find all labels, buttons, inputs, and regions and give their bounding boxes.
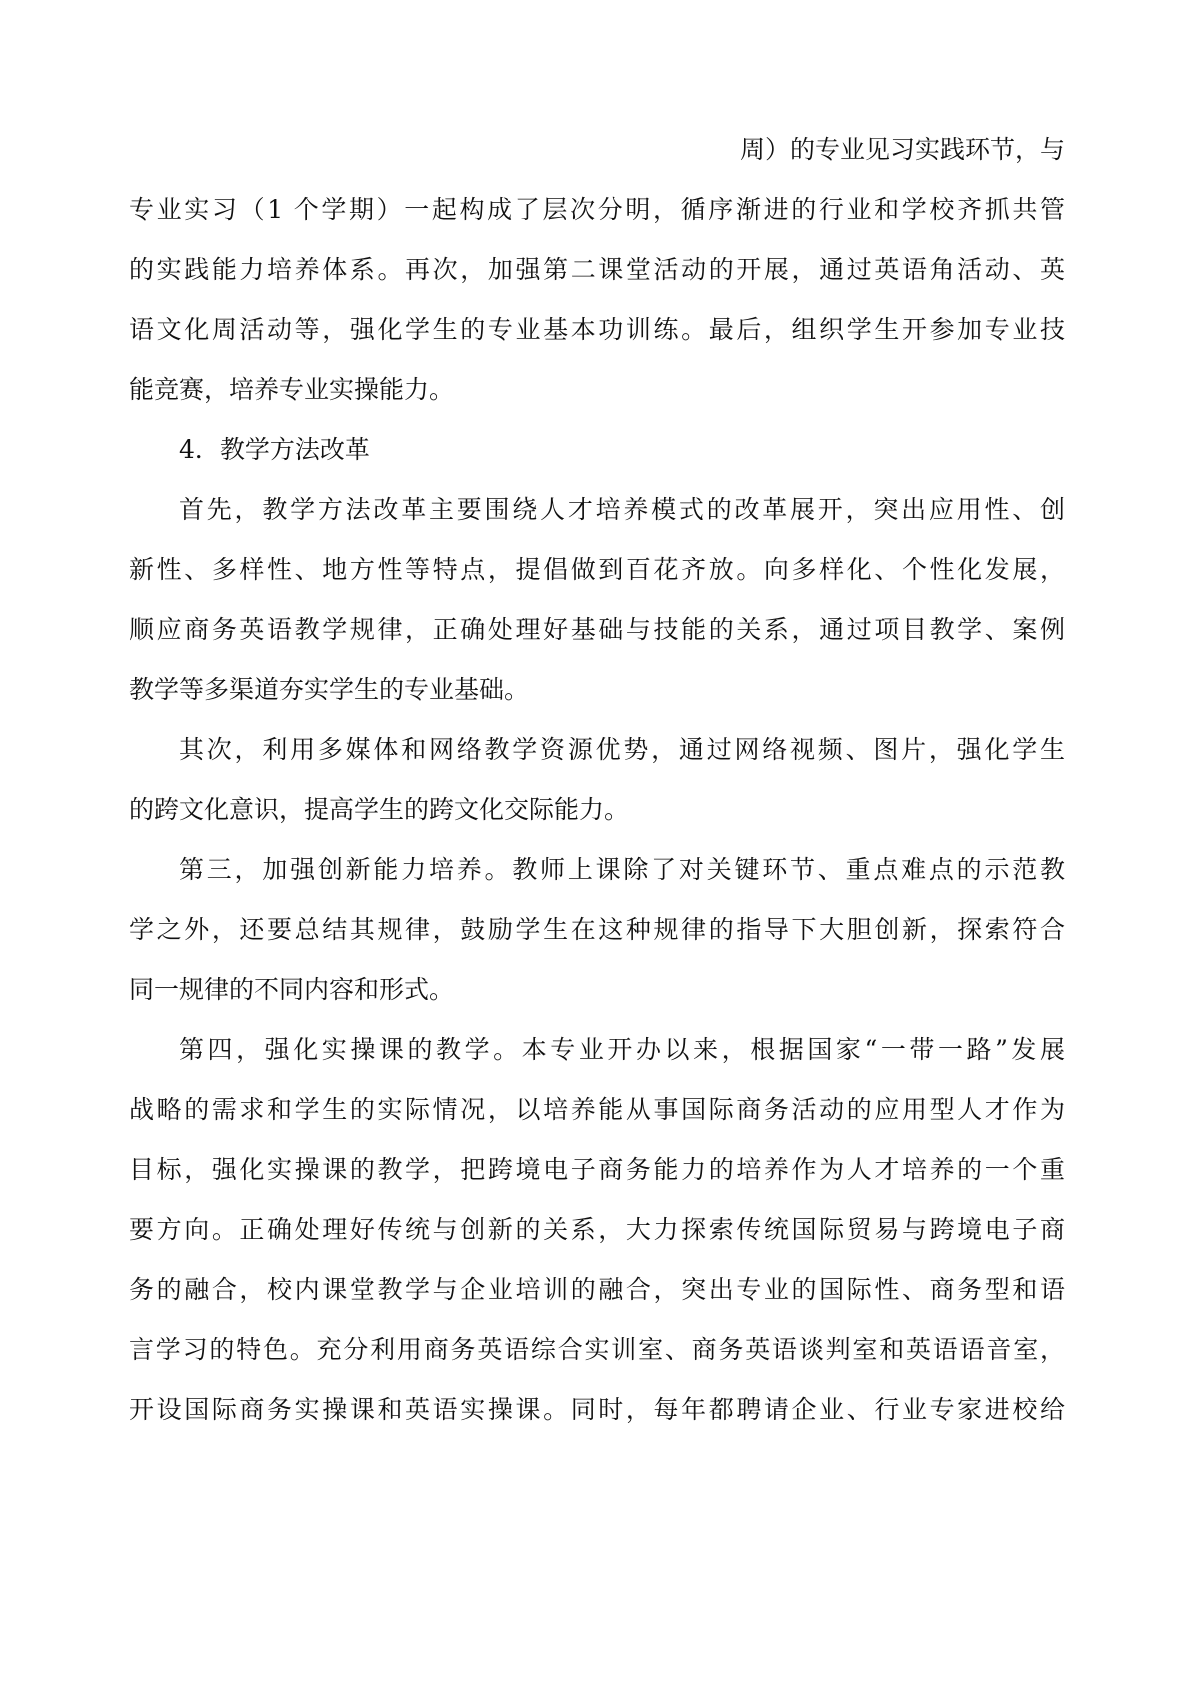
text-line: 其次，利用多媒体和网络教学资源优势，通过网络视频、图片，强化学生 xyxy=(179,735,1065,764)
text-line: 目标，强化实操课的教学，把跨境电子商务能力的培养作为人才培养的一个重 xyxy=(129,1155,1065,1184)
heading-text: 4．教学方法改革 xyxy=(179,435,370,464)
text-line: 顺应商务英语教学规律，正确处理好基础与技能的关系，通过项目教学、案例 xyxy=(129,615,1065,644)
text-line: 的实践能力培养体系。再次，加强第二课堂活动的开展，通过英语角活动、英 xyxy=(129,255,1065,284)
text-line: 开设国际商务实操课和英语实操课。同时，每年都聘请企业、行业专家进校给 xyxy=(129,1395,1065,1424)
text-line: 首先，教学方法改革主要围绕人才培养模式的改革展开，突出应用性、创 xyxy=(179,495,1065,524)
text-line: 能竞赛，培养专业实操能力。 xyxy=(129,375,455,404)
text-line: 新性、多样性、地方性等特点，提倡做到百花齐放。向多样化、个性化发展， xyxy=(129,555,1065,584)
text-line: 战略的需求和学生的实际情况，以培养能从事国际商务活动的应用型人才作为 xyxy=(129,1095,1065,1124)
paragraph-practice-system xyxy=(129,120,1065,420)
document-page xyxy=(129,120,1065,1440)
text-line: 语文化周活动等，强化学生的专业基本功训练。最后，组织学生开参加专业技 xyxy=(129,315,1065,344)
text-line: 第三，加强创新能力培养。教师上课除了对关键环节、重点难点的示范教 xyxy=(179,855,1065,884)
paragraph-fourth-point xyxy=(129,1020,1065,1440)
text-line: 周）的专业见习实践环节，与 xyxy=(739,135,1065,164)
text-line: 言学习的特色。充分利用商务英语综合实训室、商务英语谈判室和英语语音室， xyxy=(129,1335,1065,1364)
paragraph-third-point xyxy=(129,840,1065,1020)
text-line: 专业实习（1 个学期）一起构成了层次分明，循序渐进的行业和学校齐抓共管 xyxy=(129,195,1065,224)
text-line: 同一规律的不同内容和形式。 xyxy=(129,975,455,1004)
text-line: 务的融合，校内课堂教学与企业培训的融合，突出专业的国际性、商务型和语 xyxy=(129,1275,1065,1304)
text-line: 第四，强化实操课的教学。本专业开办以来，根据国家“一带一路”发展 xyxy=(179,1035,1065,1064)
paragraph-first-point xyxy=(129,480,1065,720)
text-line: 要方向。正确处理好传统与创新的关系，大力探索传统国际贸易与跨境电子商 xyxy=(129,1215,1065,1244)
text-line: 学之外，还要总结其规律，鼓励学生在这种规律的指导下大胆创新，探索符合 xyxy=(129,915,1065,944)
text-line: 的跨文化意识，提高学生的跨文化交际能力。 xyxy=(129,795,630,824)
text-line: 教学等多渠道夯实学生的专业基础。 xyxy=(129,675,530,704)
paragraph-second-point xyxy=(129,720,1065,840)
section-heading xyxy=(129,420,1065,480)
